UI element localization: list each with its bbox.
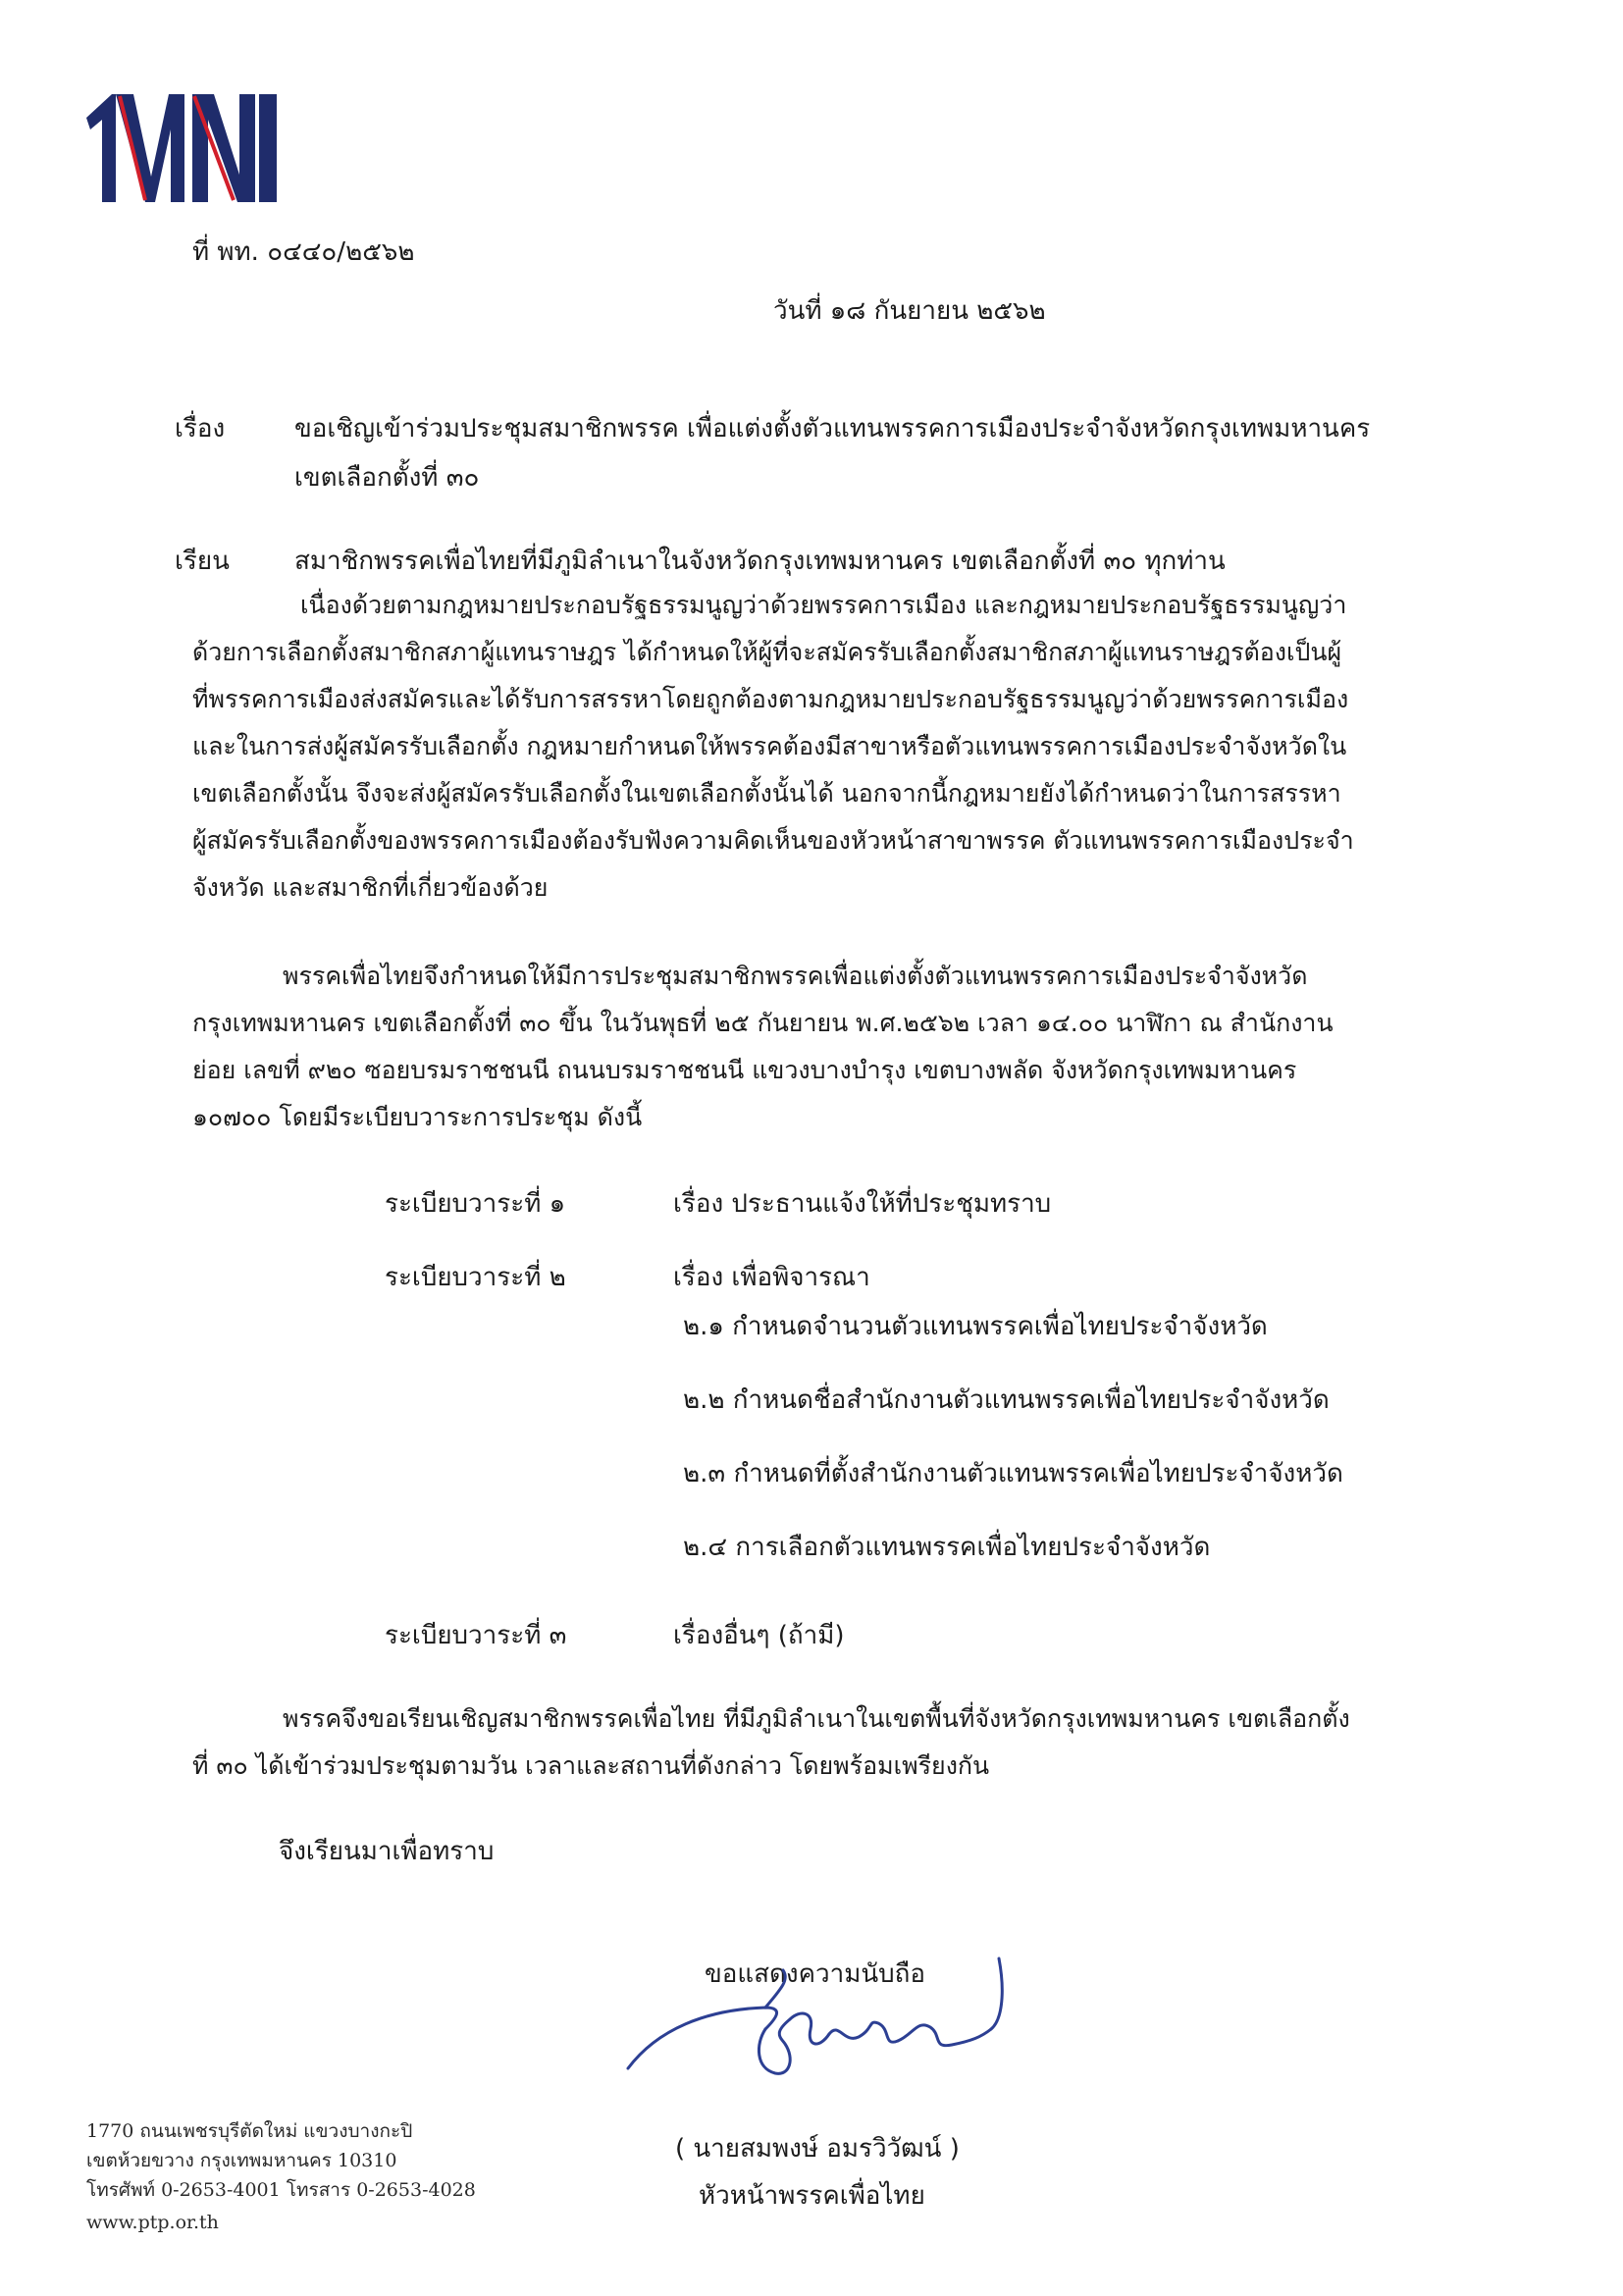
paragraph-line: กรุงเทพมหานคร เขตเลือกตั้งที่ ๓๐ ขึ้น ในวันพุธที่ ๒๕ กันยายน พ.ศ.๒๕๖๒ เวลา ๑๔.๐๐ นาฬิกา ณ สำนักงาน bbox=[192, 1009, 1334, 1037]
paragraph-line: ที่พรรคการเมืองส่งสมัครและได้รับการสรรหาโดยถูกต้องตามกฎหมายประกอบรัฐธรรมนูญว่าด้วยพรรคการเมือง bbox=[192, 685, 1349, 713]
footer-address-line: เขตห้วยขวาง กรุงเทพมหานคร 10310 bbox=[86, 2150, 397, 2171]
subject-line: ขอเชิญเข้าร่วมประชุมสมาชิกพรรค เพื่อแต่งตั้งตัวแทนพรรคการเมืองประจำจังหวัดกรุงเทพมหานคร bbox=[294, 414, 1371, 444]
paragraph-line: ที่ ๓๐ ได้เข้าร่วมประชุมตามวัน เวลาและสถานที่ดังกล่าว โดยพร้อมเพรียงกัน bbox=[192, 1751, 990, 1780]
closing-line: จึงเรียนมาเพื่อทราบ bbox=[279, 1837, 495, 1866]
signatory-name: ( นายสมพงษ์ อมรวิวัฒน์ ) bbox=[675, 2134, 960, 2164]
paragraph-line: ย่อย เลขที่ ๙๒๐ ซอยบรมราชชนนี ถนนบรมราชชนนี แขวงบางบำรุง เขตบางพลัด จังหวัดกรุงเทพมหานคร bbox=[192, 1056, 1297, 1084]
party-logo-icon bbox=[82, 90, 296, 204]
agenda-sub-item: ๒.๓ กำหนดที่ตั้งสำนักงานตัวแทนพรรคเพื่อไทยประจำจังหวัด bbox=[683, 1459, 1343, 1488]
paragraph-line: พรรคเพื่อไทยจึงกำหนดให้มีการประชุมสมาชิกพรรคเพื่อแต่งตั้งตัวแทนพรรคการเมืองประจำจังหวัด bbox=[283, 962, 1308, 990]
document-number: ที่ พท. ๐๔๔๐/๒๕๖๒ bbox=[192, 237, 415, 267]
signature-closing: ขอแสดงความนับถือ bbox=[705, 1959, 925, 1989]
agenda-item-topic: เรื่องอื่นๆ (ถ้ามี) bbox=[673, 1621, 845, 1650]
paragraph-line: พรรคจึงขอเรียนเชิญสมาชิกพรรคเพื่อไทย ที่มีภูมิลำเนาในเขตพื้นที่จังหวัดกรุงเทพมหานคร เขตเลือกตั้ง bbox=[283, 1704, 1350, 1733]
paragraph-line: ผู้สมัครรับเลือกตั้งของพรรคการเมืองต้องรับฟังความคิดเห็นของหัวหน้าสาขาพรรค ตัวแทนพรรคการเมืองประจำ bbox=[192, 826, 1354, 855]
agenda-sub-item: ๒.๔ การเลือกตัวแทนพรรคเพื่อไทยประจำจังหวัด bbox=[683, 1533, 1211, 1562]
paragraph-line: ๑๐๗๐๐ โดยมีระเบียบวาระการประชุม ดังนี้ bbox=[192, 1103, 643, 1131]
paragraph-line: ด้วยการเลือกตั้งสมาชิกสภาผู้แทนราษฎร ได้กำหนดให้ผู้ที่จะสมัครรับเลือกตั้งสมาชิกสภาผู้แทนราษฎรต้องเป็นผู้ bbox=[192, 638, 1342, 666]
paragraph-line: จังหวัด และสมาชิกที่เกี่ยวข้องด้วย bbox=[192, 873, 549, 902]
addressee: สมาชิกพรรคเพื่อไทยที่มีภูมิลำเนาในจังหวัดกรุงเทพมหานคร เขตเลือกตั้งที่ ๓๐ ทุกท่าน bbox=[294, 547, 1226, 576]
subject-label: เรื่อง bbox=[175, 414, 226, 444]
footer-website: www.ptp.or.th bbox=[86, 2212, 219, 2233]
agenda-item-label: ระเบียบวาระที่ ๑ bbox=[385, 1189, 566, 1219]
subject-line: เขตเลือกตั้งที่ ๓๐ bbox=[294, 463, 480, 493]
signatory-position: หัวหน้าพรรคเพื่อไทย bbox=[699, 2181, 925, 2211]
footer-address-line: 1770 ถนนเพชรบุรีตัดใหม่ แขวงบางกะปิ bbox=[86, 2120, 413, 2142]
agenda-sub-item: ๒.๒ กำหนดชื่อสำนักงานตัวแทนพรรคเพื่อไทยประจำจังหวัด bbox=[683, 1385, 1330, 1415]
agenda-item-label: ระเบียบวาระที่ ๒ bbox=[385, 1263, 566, 1292]
agenda-item-label: ระเบียบวาระที่ ๓ bbox=[385, 1621, 567, 1650]
agenda-item-topic: เรื่อง ประธานแจ้งให้ที่ประชุมทราบ bbox=[673, 1189, 1052, 1219]
agenda-sub-item: ๒.๑ กำหนดจำนวนตัวแทนพรรคเพื่อไทยประจำจังหวัด bbox=[683, 1312, 1268, 1341]
agenda-item-topic: เรื่อง เพื่อพิจารณา bbox=[673, 1263, 870, 1292]
addressee-label: เรียน bbox=[175, 547, 230, 576]
paragraph-line: เขตเลือกตั้งนั้น จึงจะส่งผู้สมัครรับเลือกตั้งในเขตเลือกตั้งนั้นได้ นอกจากนี้กฎหมายยังได้กำหนดว่าในการสรรหา bbox=[192, 779, 1341, 808]
handwritten-signature-icon bbox=[618, 1951, 1021, 2098]
document-date: วันที่ ๑๘ กันยายน ๒๕๖๒ bbox=[773, 296, 1046, 326]
paragraph-line: และในการส่งผู้สมัครรับเลือกตั้ง กฎหมายกำหนดให้พรรคต้องมีสาขาหรือตัวแทนพรรคการเมืองประจำจังหวัดใน bbox=[192, 732, 1347, 760]
paragraph-line: เนื่องด้วยตามกฎหมายประกอบรัฐธรรมนูญว่าด้วยพรรคการเมือง และกฎหมายประกอบรัฐธรรมนูญว่า bbox=[300, 591, 1347, 619]
footer-phone-line: โทรศัพท์ 0-2653-4001 โทรสาร 0-2653-4028 bbox=[86, 2179, 476, 2201]
